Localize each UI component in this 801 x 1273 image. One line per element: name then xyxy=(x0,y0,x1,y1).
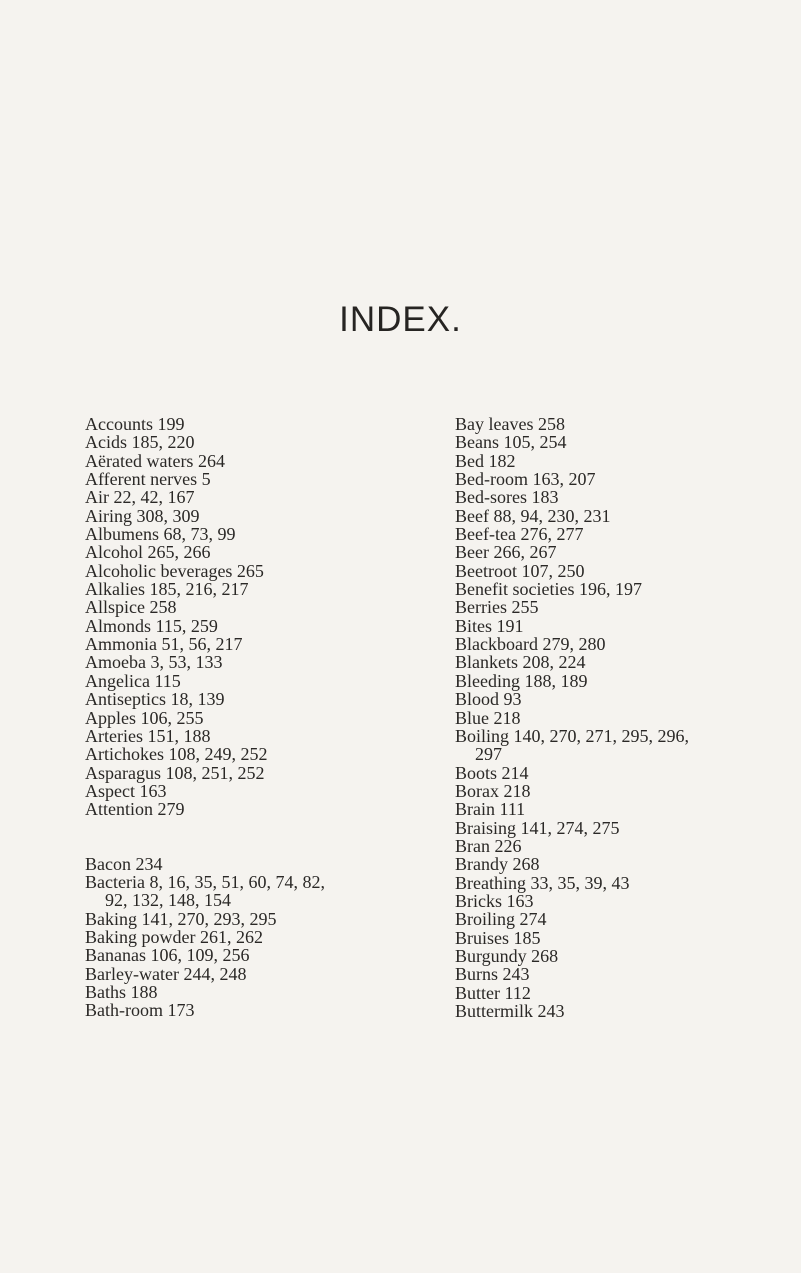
index-entry: Allspice 258 xyxy=(85,597,177,618)
index-entry: Bed 182 xyxy=(455,450,516,471)
index-entry: Broiling 274 xyxy=(455,909,547,930)
index-entry: Baths 188 xyxy=(85,981,158,1002)
index-entry: Angelica 115 xyxy=(85,670,181,691)
index-entry: Beef-tea 276, 277 xyxy=(455,524,584,545)
index-entry-continuation: 92, 132, 148, 154 xyxy=(105,890,231,911)
index-entry: Bleeding 188, 189 xyxy=(455,670,588,691)
index-entry: Apples 106, 255 xyxy=(85,707,204,728)
index-entry: Berries 255 xyxy=(455,597,539,618)
index-entry: Ammonia 51, 56, 217 xyxy=(85,634,243,655)
index-entry: Brain 111 xyxy=(455,799,526,820)
index-entry-continuation: 297 xyxy=(475,744,502,765)
index-entry: Boiling 140, 270, 271, 295, 296, xyxy=(455,725,690,746)
index-entry: Antiseptics 18, 139 xyxy=(85,689,225,710)
index-entry: Baking 141, 270, 293, 295 xyxy=(85,908,277,929)
index-entry: Buttermilk 243 xyxy=(455,1001,565,1021)
index-entry: Almonds 115, 259 xyxy=(85,615,218,636)
index-entry: Borax 218 xyxy=(455,780,531,801)
index-entry: Blue 218 xyxy=(455,707,521,728)
index-entry: Bran 226 xyxy=(455,835,522,856)
index-entry: Blood 93 xyxy=(455,689,522,710)
index-entry: Aspect 163 xyxy=(85,780,167,801)
index-entry: Amoeba 3, 53, 133 xyxy=(85,652,223,673)
index-entry: Bay leaves 258 xyxy=(455,414,565,434)
index-entry: Braising 141, 274, 275 xyxy=(455,817,620,838)
index-entry: Beer 266, 267 xyxy=(455,542,557,563)
index-entry: Acids 185, 220 xyxy=(85,432,195,453)
index-entry: Boots 214 xyxy=(455,762,529,783)
index-entry: Air 22, 42, 167 xyxy=(85,487,195,508)
index-entry: Beetroot 107, 250 xyxy=(455,560,585,581)
index-entry: Beans 105, 254 xyxy=(455,432,567,453)
index-entry: Alcoholic beverages 265 xyxy=(85,560,264,581)
index-entry: Bruises 185 xyxy=(455,927,541,948)
index-entry: Bed-sores 183 xyxy=(455,487,559,508)
index-entry: Bed-room 163, 207 xyxy=(455,469,596,490)
index-entry: Airing 308, 309 xyxy=(85,505,200,526)
index-entry: Afferent nerves 5 xyxy=(85,469,211,490)
group-spacer xyxy=(85,819,430,855)
index-entry: Barley-water 244, 248 xyxy=(85,963,247,984)
index-entry: Bacon 234 xyxy=(85,853,163,874)
index-entry: Alcohol 265, 266 xyxy=(85,542,211,563)
index-entry: Blankets 208, 224 xyxy=(455,652,586,673)
index-entry: Benefit societies 196, 197 xyxy=(455,579,642,600)
index-entry: Bacteria 8, 16, 35, 51, 60, 74, 82, xyxy=(85,871,325,892)
index-column-left xyxy=(85,415,430,1020)
index-entry: Beef 88, 94, 230, 231 xyxy=(455,505,611,526)
index-entry: Butter 112 xyxy=(455,982,531,1003)
index-entry: Baking powder 261, 262 xyxy=(85,926,263,947)
index-entry: Burgundy 268 xyxy=(455,945,559,966)
index-column-right xyxy=(455,415,795,1020)
index-entry: Albumens 68, 73, 99 xyxy=(85,524,236,545)
index-entry: Bath-room 173 xyxy=(85,1000,195,1021)
index-entry: Breathing 33, 35, 39, 43 xyxy=(455,872,630,893)
index-entry: Alkalies 185, 216, 217 xyxy=(85,579,249,600)
index-entry: Asparagus 108, 251, 252 xyxy=(85,762,265,783)
index-entry: Attention 279 xyxy=(85,799,185,820)
index-entry: Accounts 199 xyxy=(85,414,185,434)
index-entry: Bricks 163 xyxy=(455,890,534,911)
index-entry: Brandy 268 xyxy=(455,854,540,875)
page-title: INDEX. xyxy=(339,300,462,339)
index-entry: Blackboard 279, 280 xyxy=(455,634,606,655)
index-entry: Arteries 151, 188 xyxy=(85,725,211,746)
index-entry: Bites 191 xyxy=(455,615,524,636)
index-entry: Aërated waters 264 xyxy=(85,450,225,471)
index-entry: Artichokes 108, 249, 252 xyxy=(85,744,268,765)
index-entry: Burns 243 xyxy=(455,964,530,985)
index-entry: Bananas 106, 109, 256 xyxy=(85,945,250,966)
